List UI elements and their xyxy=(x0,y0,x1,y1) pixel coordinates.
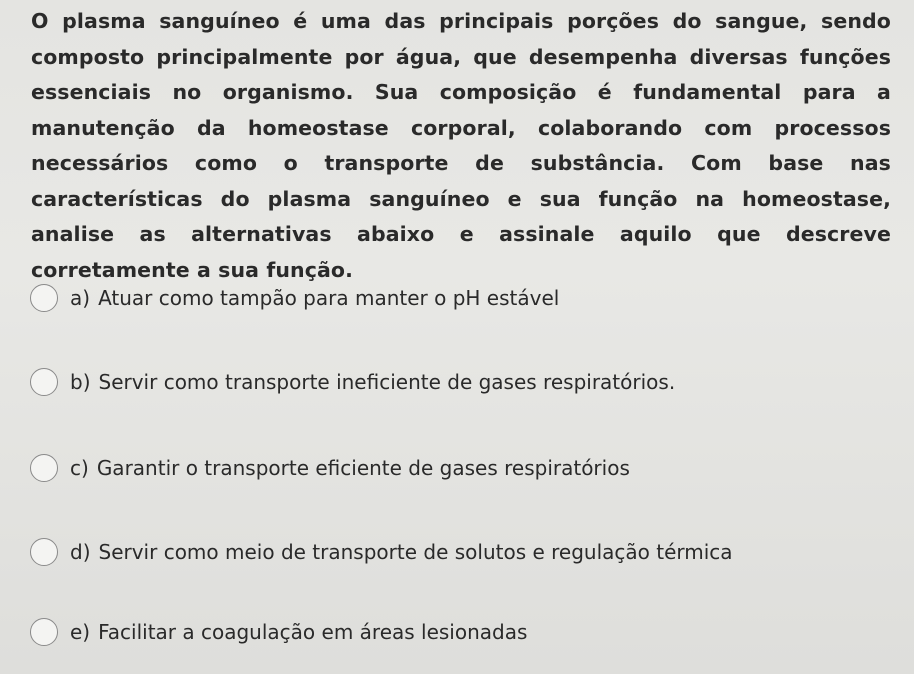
radio-button-d[interactable] xyxy=(30,538,58,566)
option-b-text: Servir como transporte ineficiente de gases respiratórios. xyxy=(98,370,676,394)
option-a[interactable] xyxy=(30,278,559,318)
option-c-label xyxy=(70,456,630,480)
option-b-label xyxy=(70,370,675,394)
option-d[interactable] xyxy=(30,532,733,572)
option-d-label xyxy=(70,540,733,564)
question-text: O plasma sanguíneo é uma das principais porções do sangue, sendo composto principalmente por água, que desempenha diversas funções essenciais no organismo. Sua composição é fundamental para a manutenção da homeostase corporal, colaborando com processos necessários como o transporte de substância. Com base nas características do plasma sanguíneo e sua função na homeostase, analise as alternativas abaixo e assinale aquilo que descreve corretamente a sua função. xyxy=(31,9,891,282)
option-c[interactable] xyxy=(30,448,630,488)
option-b-letter: b) xyxy=(70,370,91,394)
option-e[interactable] xyxy=(30,612,527,652)
option-a-label xyxy=(70,286,559,310)
option-e-label xyxy=(70,620,527,644)
option-a-text: Atuar como tampão para manter o pH estável xyxy=(98,286,560,310)
option-d-letter: d) xyxy=(70,540,91,564)
option-b[interactable] xyxy=(30,362,675,402)
option-e-letter: e) xyxy=(70,620,91,644)
option-e-text: Facilitar a coagulação em áreas lesionadas xyxy=(98,620,528,644)
option-c-text: Garantir o transporte eficiente de gases respiratórios xyxy=(96,456,630,480)
radio-button-c[interactable] xyxy=(30,454,58,482)
radio-button-a[interactable] xyxy=(30,284,58,312)
option-c-letter: c) xyxy=(70,456,89,480)
radio-button-b[interactable] xyxy=(30,368,58,396)
radio-button-e[interactable] xyxy=(30,618,58,646)
option-a-letter: a) xyxy=(70,286,91,310)
option-d-text: Servir como meio de transporte de solutos e regulação térmica xyxy=(98,540,733,564)
